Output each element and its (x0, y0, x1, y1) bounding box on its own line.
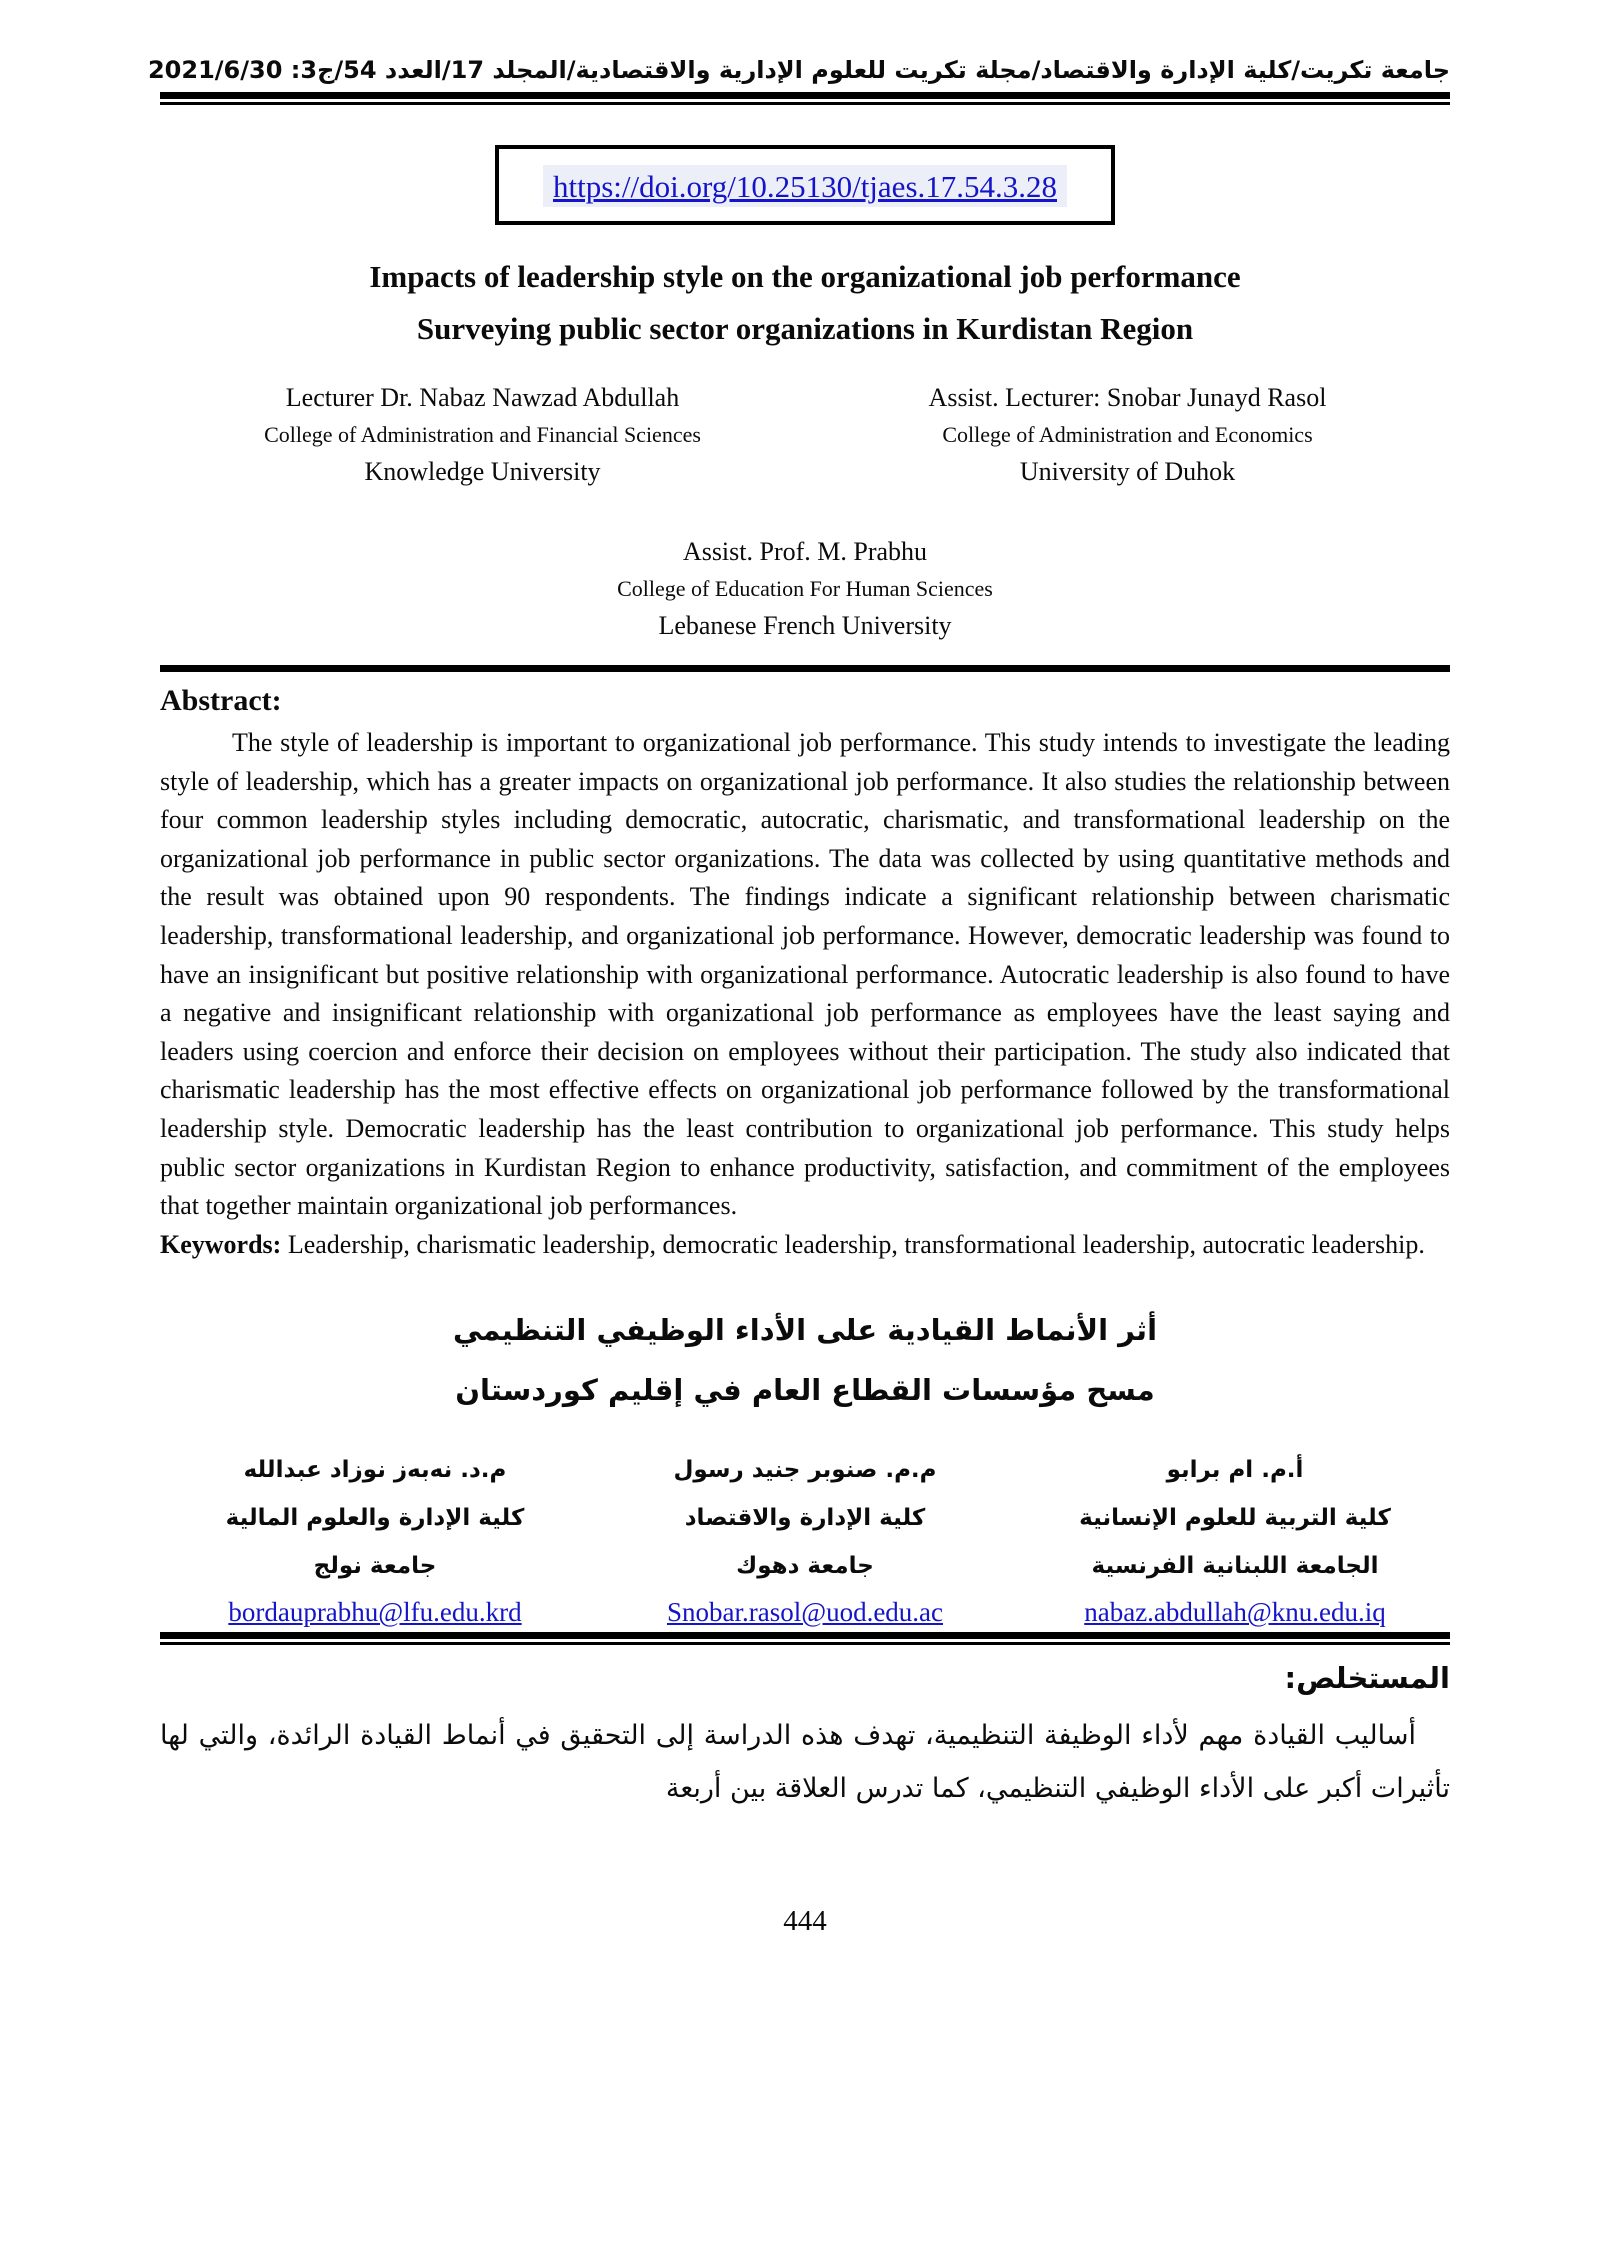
arabic-title (160, 1300, 1450, 1420)
arabic-abstract-divider (160, 1632, 1450, 1645)
email-link-rasol[interactable]: Snobar.rasol@uod.edu.ac (666, 1597, 944, 1628)
arabic-title-line2: مسح مؤسسات القطاع العام في إقليم كوردستان (455, 1373, 1155, 1408)
doi-box (495, 145, 1115, 225)
author-college: College of Education For Human Sciences (617, 576, 993, 601)
doi-link[interactable]: https://doi.org/10.25130/tjaes.17.54.3.28 (543, 165, 1067, 207)
author-block-abdullah (160, 379, 805, 491)
paper-title (160, 251, 1450, 355)
email-col-abdullah (1020, 1594, 1450, 1630)
page-number: 444 (783, 1905, 827, 1938)
author-name: Lecturer Dr. Nabaz Nawzad Abdullah (285, 383, 680, 412)
arabic-author-college: كلية الإدارة والعلوم المالية (225, 1505, 525, 1532)
author-name: Assist. Prof. M. Prabhu (682, 537, 928, 566)
arabic-author-name: م.د. نه‌به‌ز نوزاد عبدالله (243, 1457, 507, 1484)
emails-row (160, 1594, 1450, 1630)
arabic-author-university: الجامعة اللبنانية الفرنسية (1091, 1553, 1379, 1580)
authors-row (160, 379, 1450, 491)
arabic-authors-row (160, 1446, 1450, 1590)
author-name: Assist. Lecturer: Snobar Junayd Rasol (928, 383, 1327, 412)
author-university: Lebanese French University (658, 611, 952, 640)
header-divider (160, 92, 1450, 105)
author-block-prabhu (160, 533, 1450, 645)
author-college: College of Administration and Financial Sciences (264, 422, 701, 447)
email-link-abdullah[interactable]: nabaz.abdullah@knu.edu.iq (1084, 1597, 1386, 1628)
arabic-abstract-heading: المستخلص: (1284, 1661, 1450, 1696)
arabic-author-university: جامعة نولج (313, 1553, 437, 1580)
arabic-author-block-abdullah (160, 1446, 590, 1590)
keywords-text: Leadership, charismatic leadership, democratic leadership, transformational leadership, autocratic leadership. (281, 1229, 1425, 1259)
arabic-author-college: كلية الإدارة والاقتصاد (684, 1505, 926, 1532)
keywords-line (160, 1226, 1450, 1265)
arabic-title-line1: أثر الأنماط القيادية على الأداء الوظيفي التنظيمي (452, 1313, 1158, 1348)
author-university: Knowledge University (364, 457, 601, 486)
email-col-rasol (590, 1594, 1020, 1630)
journal-header-line: جامعة تكريت/كلية الإدارة والاقتصاد/مجلة تكريت للعلوم الإدارية والاقتصادية/المجلد 17/العدد 54/ج3: 2021/6/30 (147, 56, 1450, 84)
author-block-rasol (805, 379, 1450, 491)
arabic-author-college: كلية التربية للعلوم الإنسانية (1079, 1505, 1391, 1532)
email-link-prabhu[interactable]: bordauprabhu@lfu.edu.krd (228, 1597, 522, 1628)
arabic-author-university: جامعة دهوك (736, 1553, 874, 1580)
abstract-heading: Abstract: (160, 684, 282, 717)
arabic-author-name: أ.م. ام برابو (1166, 1457, 1304, 1484)
paper-title-line1: Impacts of leadership style on the organizational job performance (369, 259, 1241, 294)
arabic-abstract-text: أساليب القيادة مهم لأداء الوظيفة التنظيمية، تهدف هذه الدراسة إلى التحقيق في أنماط القيادة الرائدة، والتي لها تأثيرات أكبر على الأداء الوظيفي التنظيمي، كما تدرس العلاقة بين أربعة (160, 1720, 1450, 1805)
keywords-label: Keywords: (160, 1229, 282, 1259)
author-university: University of Duhok (1019, 457, 1236, 486)
arabic-author-block-prabhu (1020, 1446, 1450, 1590)
abstract-text: The style of leadership is important to organizational job performance. This study intends to investigate the leading style of leadership, which has a greater impacts on organizational job performance. It also studies the relationship between four common leadership styles including democratic, autocratic, charismatic, and transformational leadership on the organizational job performance in public sector organizations. The data was collected by using quantitative methods and the result was obtained upon 90 respondents. The findings indicate a significant relationship between charismatic leadership, transformational leadership, and organizational job performance. However, democratic leadership was found to have an insignificant but positive relationship with organizational performance. Autocratic leadership is also found to have a negative and insignificant relationship with organizational job performance as employees have the least saying and leaders using coercion and enforce their decision on employees without their participation. The study also indicated that charismatic leadership has the most effective effects on organizational job performance followed by the transformational leadership style. Democratic leadership has the least contribution to organizational job performance. This study helps public sector organizations in Kurdistan Region to enhance productivity, satisfaction, and commitment of the employees that together maintain organizational job performances. (160, 728, 1450, 1221)
arabic-author-name: م.م. صنوبر جنيد رسول (673, 1457, 937, 1484)
abstract-divider (160, 665, 1450, 672)
paper-title-line2: Surveying public sector organizations in Kurdistan Region (416, 311, 1194, 346)
author-college: College of Administration and Economics (942, 422, 1313, 447)
email-col-prabhu (160, 1594, 590, 1630)
arabic-author-block-rasol (590, 1446, 1020, 1590)
